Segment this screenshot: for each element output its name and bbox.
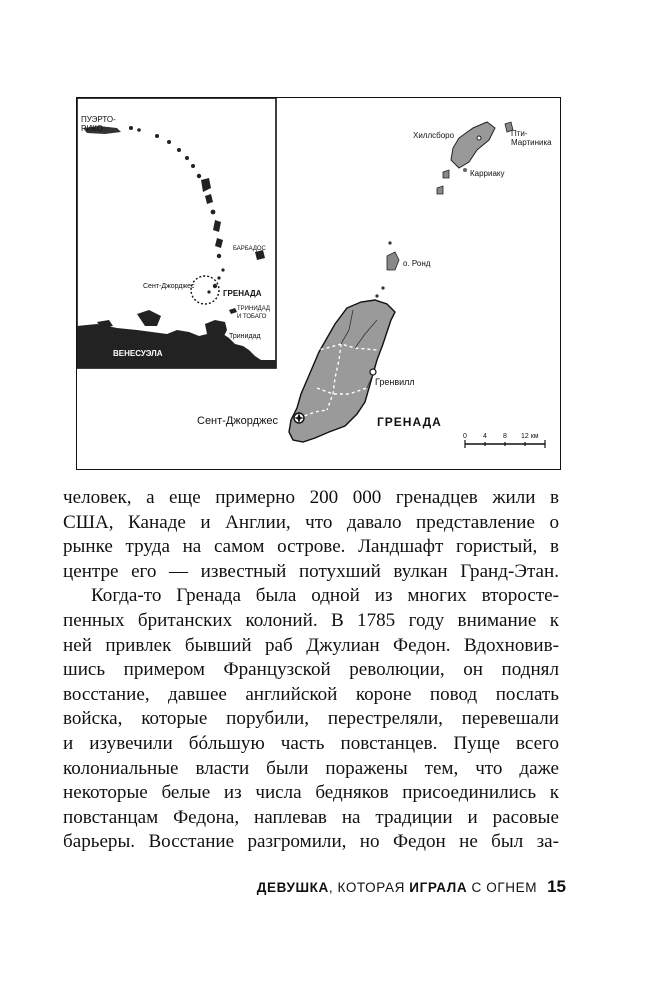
label-hillsborough: Хиллсборо [413,131,455,140]
scale-tick-12: 12 км [521,433,539,440]
label-inset-grenada: ГРЕНАДА [223,289,262,298]
hillsborough-marker [477,136,481,140]
small-island-3 [463,168,467,172]
footer-title-word-4: С ОГНЕМ [467,880,538,895]
text-line: ней привлек бывший раб Джулиан Федон. Вдохновив- [63,634,559,656]
islet-1 [388,241,391,244]
label-ronde: о. Ронд [403,259,431,268]
text-line: центре его — известный потухший вулкан Гранд-Этан. [63,560,559,582]
map-svg [77,98,562,471]
label-st-georges: Сент-Джорджес [197,415,279,427]
text-line: шись примером Французской революции, он поднял [63,659,559,681]
footer-title-word-2: , КОТОРАЯ [328,880,410,895]
text-line: США, Канаде и Англии, что давало представление о [63,511,559,533]
footer-title-word-3: ИГРАЛА [409,880,468,895]
text-line: колониальные власти были поражены тем, что даже [63,757,559,779]
text-line: и изувечили бóльшую часть повстанцев. Пуще всего [63,732,559,754]
label-trinidad-small: Тринидад [229,333,261,340]
running-footer [210,877,566,897]
text-line: войска, которые порубили, перестреляли, перевешали [63,708,559,730]
text-line: пенных британских колоний. В 1785 году внимание к [63,609,559,631]
text-line: повстанцам Федона, наплевав на традиции и расовые [63,806,559,828]
text-line: восстание, давшее английской короне повод послать [63,683,559,705]
grenville-marker [370,369,376,375]
label-trinidad-2: И ТОБАГО [237,314,267,320]
paragraph-2 [63,584,559,855]
label-barbados: БАРБАДОС [233,246,266,252]
text-line: рынке труда на самом острове. Ландшафт гористый, в [63,536,559,558]
label-venezuela: ВЕНЕСУЭЛА [113,349,163,358]
label-puerto-rico: ПУЭРТО- [81,115,116,124]
ronde-island [387,252,399,270]
label-carriacou: Карриаку [470,169,505,178]
page-number: 15 [547,877,566,896]
small-island-2 [437,186,443,194]
text-line: человек, а еще примерно 200 000 гренадцев жили в [63,487,559,508]
label-puerto-rico-2: РИКО [81,124,103,133]
label-trinidad: ТРИНИДАД [237,306,270,312]
body-text [63,486,559,855]
label-grenville: Гренвилл [375,377,415,387]
text-line: Когда-то Гренада была одной из многих второсте- [91,585,559,607]
small-island-1 [443,170,449,178]
map-figure [76,97,561,470]
scale-tick-8: 8 [503,433,507,440]
footer-title-word-1: ДЕВУШКА [256,880,329,895]
carriacou-island [451,122,495,168]
label-grenada: ГРЕНАДА [377,415,442,429]
label-petit-martinique-2: Мартиника [511,138,552,147]
scale-bar [463,433,545,448]
label-inset-st-georges: Сент-Джорджес [143,283,195,290]
islet-2 [381,286,384,289]
scale-tick-0: 0 [463,433,467,440]
text-line: барьеры. Восстание разгромили, но Федон не был за- [63,831,559,853]
text-line: некоторые белые из числа бедняков присоединились к [63,782,559,804]
paragraph-1 [63,486,559,584]
scale-tick-4: 4 [483,433,487,440]
islet-3 [375,294,378,297]
label-petit-martinique: Пти- [511,129,528,138]
